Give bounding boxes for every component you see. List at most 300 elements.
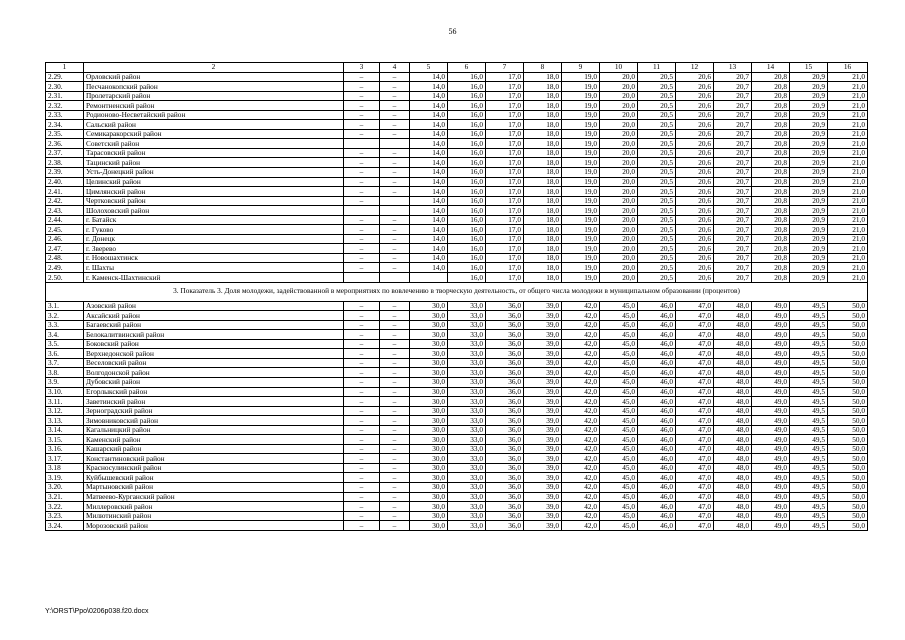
year-value: 20,9 [790,206,828,216]
year-value: 20,9 [790,215,828,225]
year-value: 16,0 [448,244,486,254]
year-value: 47,0 [676,435,714,445]
year-value: 49,0 [752,330,790,340]
municipality-name: Красносулинский район [84,463,344,473]
year-value: 19,0 [562,101,600,111]
year-value: 16,0 [448,91,486,101]
year-value: 46,0 [638,406,676,416]
year-value: 45,0 [600,301,638,311]
year-value: 20,7 [714,129,752,139]
year-value: 39,0 [524,454,562,464]
year-value: 20,9 [790,187,828,197]
row-number: 3.3. [46,320,84,330]
municipality-name: Родионово-Несветайский район [84,110,344,120]
column-3-value: – [344,101,380,111]
year-value: 20,0 [600,168,638,178]
year-value: 20,5 [638,244,676,254]
year-value: 36,0 [486,454,524,464]
year-value: 50,0 [828,473,868,483]
year-value: 16,0 [448,177,486,187]
year-value: 20,7 [714,168,752,178]
year-value: 36,0 [486,416,524,426]
year-value: 39,0 [524,482,562,492]
year-value: 33,0 [448,435,486,445]
year-value: 18,0 [524,82,562,92]
municipality-name: Каменский район [84,435,344,445]
year-value: 21,0 [828,206,868,216]
table-row [46,311,868,321]
year-value: 36,0 [486,320,524,330]
table-row [46,168,868,178]
year-value: 20,6 [676,244,714,254]
municipality-name: Шолоховский район [84,206,344,216]
column-3-value: – [344,521,380,531]
year-value: 39,0 [524,444,562,454]
year-value: 36,0 [486,521,524,531]
year-value: 20,6 [676,187,714,197]
year-value: 46,0 [638,416,676,426]
year-value: 47,0 [676,492,714,502]
year-value: 19,0 [562,91,600,101]
year-value: 36,0 [486,435,524,445]
year-value: 20,6 [676,177,714,187]
year-value: 42,0 [562,330,600,340]
year-value: 17,0 [486,234,524,244]
year-value: 46,0 [638,368,676,378]
table-row [46,492,868,502]
year-value: 16,0 [448,263,486,273]
year-value: 50,0 [828,368,868,378]
column-4-value: – [380,158,410,168]
year-value: 49,0 [752,511,790,521]
year-value: 39,0 [524,397,562,407]
column-4-value: – [380,444,410,454]
year-value: 20,9 [790,139,828,149]
year-value: 19,0 [562,139,600,149]
table-row [46,387,868,397]
table-row [46,120,868,130]
year-value: 49,0 [752,311,790,321]
year-value: 49,5 [790,406,828,416]
year-value: 20,5 [638,263,676,273]
year-value: 36,0 [486,349,524,359]
year-value: 20,0 [600,129,638,139]
year-value: 20,6 [676,206,714,216]
row-number: 2.39. [46,168,84,178]
table-row [46,435,868,445]
year-value: 16,0 [448,110,486,120]
year-value: 48,0 [714,339,752,349]
year-value: 33,0 [448,358,486,368]
year-value: 33,0 [448,473,486,483]
year-value: 20,9 [790,177,828,187]
year-value: 48,0 [714,492,752,502]
year-value: 42,0 [562,511,600,521]
table-row [46,416,868,426]
year-value: 30,0 [410,521,448,531]
column-3-value: – [344,339,380,349]
year-value: 19,0 [562,72,600,82]
column-4-value: – [380,416,410,426]
column-3-value: – [344,234,380,244]
year-value: 17,0 [486,120,524,130]
column-3-value: – [344,91,380,101]
year-value: 47,0 [676,387,714,397]
municipality-name: г. Гуково [84,225,344,235]
municipality-name: Белокалитвинский район [84,330,344,340]
year-value: 17,0 [486,187,524,197]
year-value: 19,0 [562,206,600,216]
row-number: 2.30. [46,82,84,92]
year-value: 20,9 [790,273,828,283]
year-value: 49,0 [752,502,790,512]
table-row [46,148,868,158]
column-3-value: – [344,187,380,197]
year-value: 33,0 [448,301,486,311]
year-value: 36,0 [486,368,524,378]
row-number: 2.43. [46,206,84,216]
year-value: 50,0 [828,463,868,473]
year-value: 20,7 [714,196,752,206]
year-value: 20,5 [638,139,676,149]
row-number: 3.20. [46,482,84,492]
table-row [46,187,868,197]
year-value: 20,8 [752,273,790,283]
year-value: 33,0 [448,406,486,416]
year-value: 49,5 [790,492,828,502]
year-value: 14,0 [410,101,448,111]
year-value: 20,6 [676,82,714,92]
year-value: 48,0 [714,406,752,416]
year-value: 20,6 [676,215,714,225]
year-value: 39,0 [524,463,562,473]
year-value: 20,9 [790,120,828,130]
year-value: 21,0 [828,177,868,187]
year-value: 20,8 [752,215,790,225]
year-value: 19,0 [562,177,600,187]
year-value: 49,5 [790,435,828,445]
year-value: 50,0 [828,330,868,340]
column-3-value: – [344,425,380,435]
column-4-value: – [380,320,410,330]
table-row [46,91,868,101]
year-value: 45,0 [600,473,638,483]
municipality-name: Тацинский район [84,158,344,168]
year-value: 45,0 [600,368,638,378]
year-value: 20,9 [790,263,828,273]
year-value: 17,0 [486,101,524,111]
row-number: 2.31. [46,91,84,101]
year-value: 36,0 [486,463,524,473]
table-row [46,454,868,464]
year-value: 18,0 [524,177,562,187]
year-value: 46,0 [638,511,676,521]
year-value: 14,0 [410,263,448,273]
column-4-value: – [380,349,410,359]
column-4-value: – [380,397,410,407]
year-value: 19,0 [562,215,600,225]
year-value: 20,5 [638,253,676,263]
year-value: 17,0 [486,168,524,178]
year-value: 16,0 [448,82,486,92]
year-value: 20,0 [600,139,638,149]
year-value: 45,0 [600,349,638,359]
year-value: 20,8 [752,234,790,244]
year-value: 50,0 [828,444,868,454]
column-4-value: – [380,492,410,502]
year-value: 20,5 [638,225,676,235]
year-value: 46,0 [638,377,676,387]
column-4-value: – [380,253,410,263]
municipality-name: г. Каменск-Шахтинский [84,273,344,283]
year-value: 17,0 [486,273,524,283]
year-value: 49,5 [790,463,828,473]
municipality-name: Куйбышевский район [84,473,344,483]
column-4-value: – [380,511,410,521]
year-value: 39,0 [524,511,562,521]
column-4-value: – [380,225,410,235]
year-value: 48,0 [714,387,752,397]
year-value: 36,0 [486,492,524,502]
row-number: 3.14. [46,425,84,435]
year-value: 47,0 [676,397,714,407]
year-value: 14,0 [410,120,448,130]
year-value: 20,8 [752,253,790,263]
row-number: 2.33. [46,110,84,120]
year-value: 49,5 [790,444,828,454]
year-value: 16,0 [448,273,486,283]
year-value: 46,0 [638,435,676,445]
municipality-name: Багаевский район [84,320,344,330]
column-3-value: – [344,463,380,473]
column-4-value [380,273,410,283]
year-value: 39,0 [524,368,562,378]
year-value: 17,0 [486,72,524,82]
row-number: 3.8. [46,368,84,378]
column-4-value: – [380,454,410,464]
year-value: 33,0 [448,502,486,512]
year-value: 36,0 [486,339,524,349]
table-row [46,301,868,311]
municipality-name: Пролетарский район [84,91,344,101]
year-value: 36,0 [486,301,524,311]
column-number: 8 [524,63,562,73]
row-number: 2.50. [46,273,84,283]
year-value: 46,0 [638,425,676,435]
year-value: 20,0 [600,82,638,92]
column-4-value: – [380,82,410,92]
table-row [46,377,868,387]
row-number: 2.35. [46,129,84,139]
year-value: 50,0 [828,406,868,416]
table-row [46,225,868,235]
column-3-value: – [344,129,380,139]
year-value: 33,0 [448,368,486,378]
column-3-value: – [344,120,380,130]
year-value: 21,0 [828,158,868,168]
year-value: 20,7 [714,148,752,158]
year-value: 49,5 [790,397,828,407]
year-value: 16,0 [448,234,486,244]
indicator-table [45,62,868,531]
year-value: 20,8 [752,206,790,216]
year-value: 20,7 [714,177,752,187]
column-number: 2 [84,63,344,73]
column-number: 14 [752,63,790,73]
column-number: 3 [344,63,380,73]
year-value: 50,0 [828,435,868,445]
year-value: 48,0 [714,368,752,378]
year-value: 20,6 [676,263,714,273]
row-number: 2.41. [46,187,84,197]
column-3-value: – [344,502,380,512]
year-value: 47,0 [676,454,714,464]
municipality-name: Усть-Донецкий район [84,168,344,178]
year-value: 50,0 [828,502,868,512]
year-value: 48,0 [714,454,752,464]
column-4-value: – [380,72,410,82]
year-value: 49,5 [790,311,828,321]
year-value: 47,0 [676,368,714,378]
municipality-name: г. Новошахтинск [84,253,344,263]
table-row [46,425,868,435]
year-value: 49,5 [790,502,828,512]
year-value: 21,0 [828,225,868,235]
year-value: 45,0 [600,511,638,521]
year-value: 14,0 [410,72,448,82]
column-3-value: – [344,377,380,387]
year-value: 20,6 [676,196,714,206]
year-value: 18,0 [524,91,562,101]
column-3-value: – [344,72,380,82]
year-value: 50,0 [828,492,868,502]
year-value: 39,0 [524,320,562,330]
year-value: 20,5 [638,82,676,92]
year-value: 45,0 [600,358,638,368]
row-number: 3.12. [46,406,84,416]
year-value: 20,7 [714,101,752,111]
year-value: 20,5 [638,215,676,225]
year-value: 20,7 [714,206,752,216]
year-value: 14,0 [410,215,448,225]
row-number: 3.9. [46,377,84,387]
column-3-value: – [344,301,380,311]
year-value: 14,0 [410,234,448,244]
year-value: 20,0 [600,91,638,101]
column-4-value: – [380,502,410,512]
year-value: 33,0 [448,521,486,531]
column-3-value: – [344,263,380,273]
year-value: 48,0 [714,416,752,426]
column-3-value: – [344,215,380,225]
row-number: 3.17. [46,454,84,464]
column-4-value: – [380,377,410,387]
year-value: 20,0 [600,196,638,206]
year-value: 47,0 [676,482,714,492]
column-4-value [380,206,410,216]
year-value: 30,0 [410,320,448,330]
year-value: 20,5 [638,177,676,187]
column-4-value: – [380,482,410,492]
year-value: 30,0 [410,425,448,435]
year-value: 33,0 [448,425,486,435]
year-value: 20,9 [790,148,828,158]
year-value: 16,0 [448,206,486,216]
column-3-value: – [344,168,380,178]
row-number: 3.5. [46,339,84,349]
table-row [46,368,868,378]
year-value: 36,0 [486,473,524,483]
year-value: 20,5 [638,129,676,139]
year-value: 17,0 [486,148,524,158]
year-value: 45,0 [600,492,638,502]
year-value: 45,0 [600,311,638,321]
year-value: 21,0 [828,215,868,225]
year-value: 42,0 [562,358,600,368]
year-value: 17,0 [486,82,524,92]
table-row [46,82,868,92]
year-value: 21,0 [828,120,868,130]
year-value: 47,0 [676,473,714,483]
row-number: 2.44. [46,215,84,225]
year-value: 18,0 [524,168,562,178]
year-value: 45,0 [600,482,638,492]
year-value: 36,0 [486,330,524,340]
year-value: 50,0 [828,397,868,407]
year-value: 20,8 [752,82,790,92]
year-value: 39,0 [524,492,562,502]
year-value: 30,0 [410,330,448,340]
column-3-value: – [344,196,380,206]
year-value: 45,0 [600,435,638,445]
year-value: 42,0 [562,416,600,426]
column-number: 9 [562,63,600,73]
year-value: 20,8 [752,101,790,111]
year-value: 30,0 [410,368,448,378]
column-3-value [344,139,380,149]
year-value: 30,0 [410,339,448,349]
year-value: 30,0 [410,358,448,368]
column-3-value: – [344,435,380,445]
year-value: 49,0 [752,492,790,502]
year-value: 16,0 [448,215,486,225]
year-value: 49,5 [790,387,828,397]
year-value: 46,0 [638,473,676,483]
year-value: 49,0 [752,301,790,311]
year-value: 49,0 [752,416,790,426]
year-value: 19,0 [562,120,600,130]
column-4-value: – [380,425,410,435]
column-3-value: – [344,492,380,502]
year-value: 20,0 [600,148,638,158]
column-3-value: – [344,110,380,120]
year-value: 49,0 [752,397,790,407]
year-value: 20,9 [790,196,828,206]
year-value: 33,0 [448,482,486,492]
year-value: 20,5 [638,168,676,178]
year-value: 42,0 [562,435,600,445]
year-value: 47,0 [676,511,714,521]
table-row [46,215,868,225]
year-value: 20,5 [638,110,676,120]
column-3-value: – [344,177,380,187]
column-number: 13 [714,63,752,73]
year-value: 20,0 [600,206,638,216]
municipality-name: г. Шахты [84,263,344,273]
year-value: 18,0 [524,263,562,273]
year-value: 45,0 [600,454,638,464]
year-value: 20,7 [714,253,752,263]
